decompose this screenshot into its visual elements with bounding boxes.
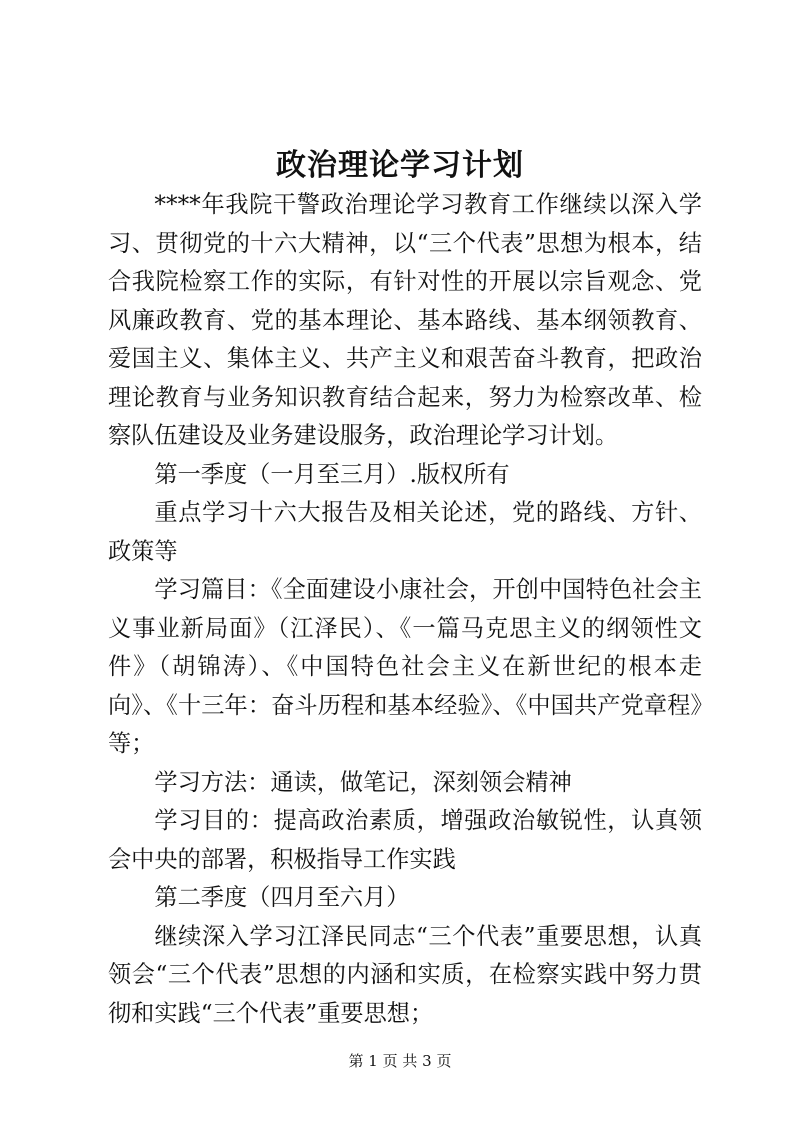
paragraph-q1-method: 学习方法：通读，做笔记，深刻领会精神: [154, 768, 572, 796]
paragraph-q1-readings: 学习篇目：《全面建设小康社会，开创中国特色社会主义事业新局面》（江泽民）、《一篇马克思主义的纲领性文件》（胡锦涛）、《中国特色社会主义在新世纪的根本走向》、《十三年：奋斗历程和基本经验》、《中国共产党章程》等；: [108, 576, 702, 757]
document-title: 政治理论学习计划: [276, 148, 524, 183]
paragraph-intro: ****年我院干警政治理论学习教育工作继续以深入学习、贯彻党的十六大精神，以“三个代表”思想为根本，结合我院检察工作的实际，有针对性的开展以宗旨观念、党风廉政教育、党的基本理论、基本路线、基本纲领教育、爱国主义、集体主义、共产主义和艰苦奋斗教育，把政治理论教育与业务知识教育结合起来，努力为检察改革、检察队伍建设及业务建设服务，政治理论学习计划。: [108, 191, 702, 449]
document-body: [108, 186, 702, 1033]
paragraph-q1-goal: 学习目的：提高政治素质，增强政治敏锐性，认真领会中央的部署，积极指导工作实践: [108, 807, 702, 873]
paragraph-q2-focus: 继续深入学习江泽民同志“三个代表”重要思想，认真领会“三个代表”思想的内涵和实质，在检察实践中努力贯彻和实践“三个代表”重要思想；: [108, 922, 702, 1027]
page-footer: 第 1 页 共 3 页: [348, 1052, 452, 1070]
paragraph-q2-heading: 第二季度（四月至六月）: [154, 884, 410, 911]
paragraph-q1-heading: 第一季度（一月至三月）.版权所有: [154, 460, 510, 488]
paragraph-q1-focus: 重点学习十六大报告及相关论述，党的路线、方针、政策等: [108, 499, 702, 565]
